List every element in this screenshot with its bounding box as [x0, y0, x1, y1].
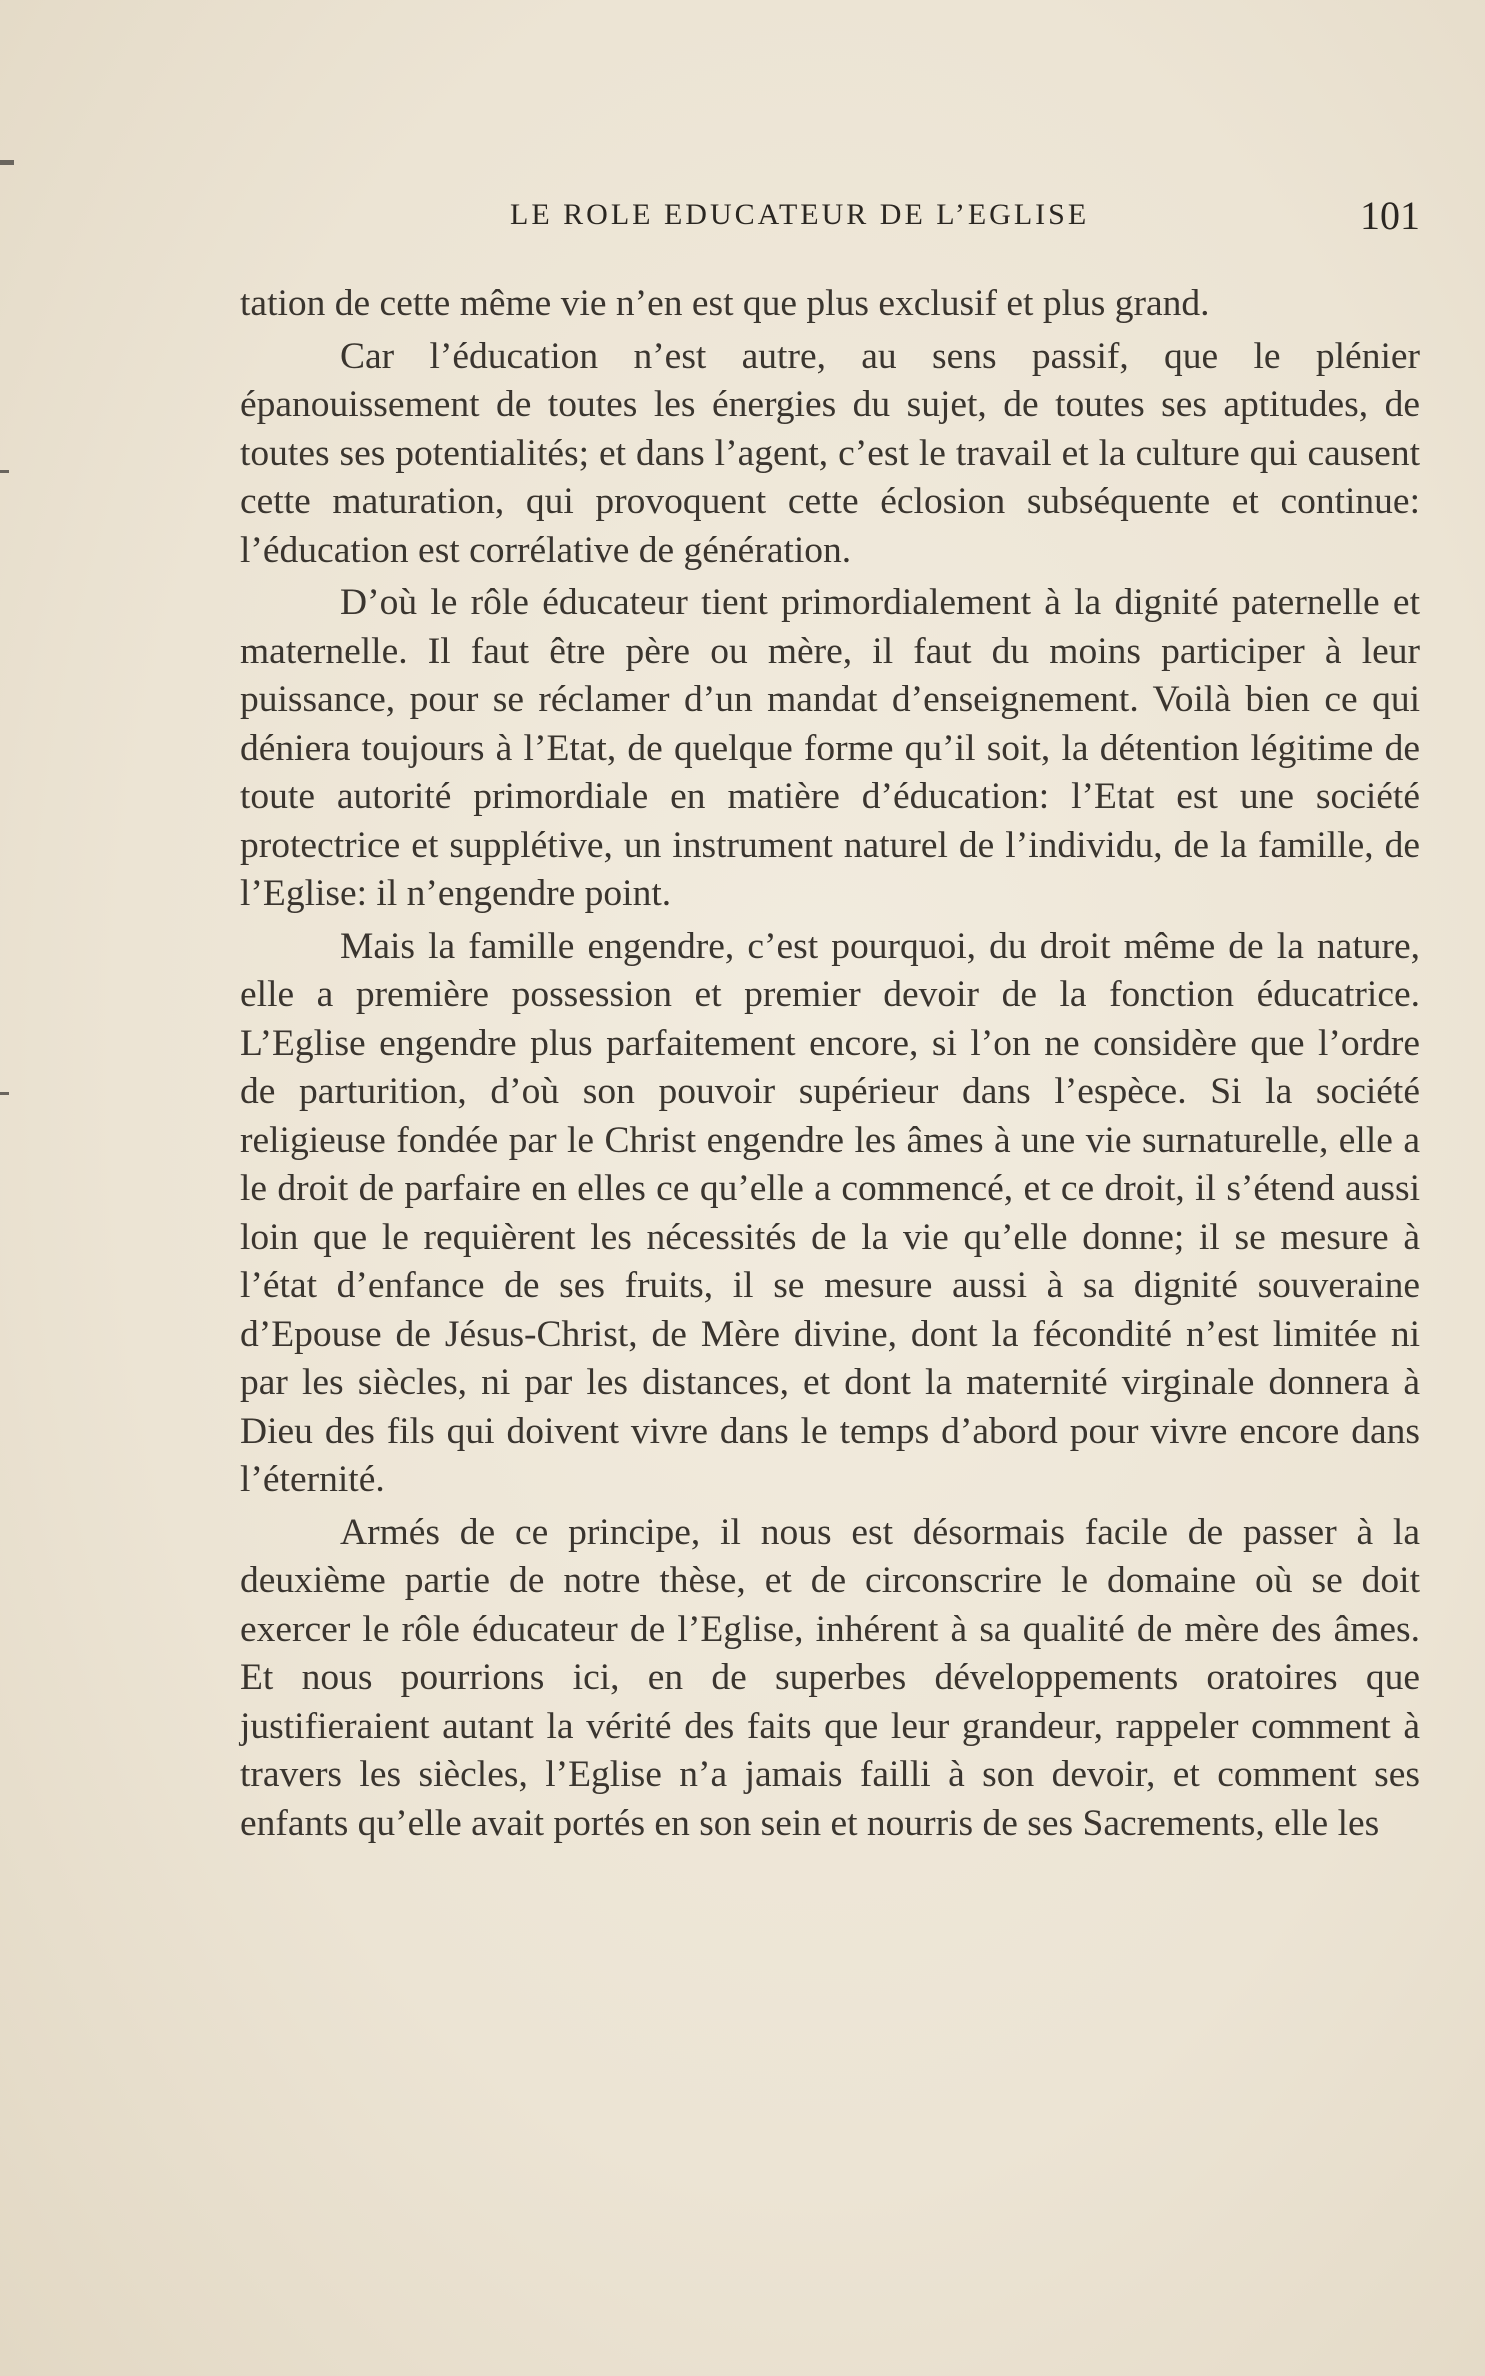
- edge-mark: [0, 470, 9, 473]
- edge-mark: [0, 160, 14, 165]
- paragraph: Mais la famille engendre, c’est pourquoi, du droit même de la nature, elle a première possession et premier devoir de la fonction éducatrice. L’Eglise engendre plus parfaitement encore, si l’on ne considère que l’ordre de parturition, d’où son pouvoir supérieur dans l’espèce. Si la société religieuse fondée par le Christ engendre les âmes à une vie surnaturelle, elle a le droit de parfaire en elles ce qu’elle a commencé, et ce droit, il s’étend aussi loin que le requièrent les nécessités de la vie qu’elle donne; il se mesure à l’état d’enfance de ses fruits, il se mesure aussi à sa dignité souveraine d’Epouse de Jésus-Christ, de Mère divine, dont la fécondité n’est limitée ni par les siècles, ni par les distances, et dont la maternité virginale donnera à Dieu des fils qui doivent vivre dans le temps d’abord pour vivre encore dans l’éternité.: [240, 925, 1420, 1500]
- paragraph: Car l’éducation n’est autre, au sens passif, que le plénier épanouissement de toutes les énergies du sujet, de toutes ses aptitudes, de toutes ses potentialités; et dans l’agent, c’est le travail et la culture qui causent cette maturation, qui provoquent cette éclosion subséquente et continue: l’éducation est corrélative de génération.: [240, 335, 1420, 571]
- running-title: LE ROLE EDUCATEUR DE L’EGLISE: [510, 198, 1090, 231]
- paragraph-continuation: tation de cette même vie n’en est que plus exclusif et plus grand.: [240, 283, 1210, 324]
- paragraph: D’où le rôle éducateur tient primordialement à la dignité paternelle et maternelle. Il faut être père ou mère, il faut du moins participer à leur puissance, pour se réclamer d’un mandat d’enseignement. Voilà bien ce qui déniera toujours à l’Etat, de quelque forme qu’il soit, la détention légitime de toute autorité primordiale en matière d’éducation: l’Etat est une société protectrice et supplétive, un instrument naturel de l’individu, de la famille, de l’Eglise: il n’engendre point.: [240, 582, 1420, 914]
- body-text: [240, 280, 1420, 1848]
- paragraph: Armés de ce principe, il nous est désormais facile de passer à la deuxième partie de notre thèse, et de circonscrire le domaine où se doit exercer le rôle éducateur de l’Eglise, inhérent à sa qualité de mère des âmes. Et nous pourrions ici, en de superbes développements oratoires que justifieraient autant la vérité des faits que leur grandeur, rappeler comment à travers les siècles, l’Eglise n’a jamais failli à son devoir, et comment ses enfants qu’elle avait portés en son sein et nourris de ses Sacrements, elle les: [240, 1511, 1420, 1844]
- page-number: 101: [1360, 193, 1420, 238]
- edge-mark: [0, 1092, 9, 1095]
- page-header: [240, 188, 1420, 248]
